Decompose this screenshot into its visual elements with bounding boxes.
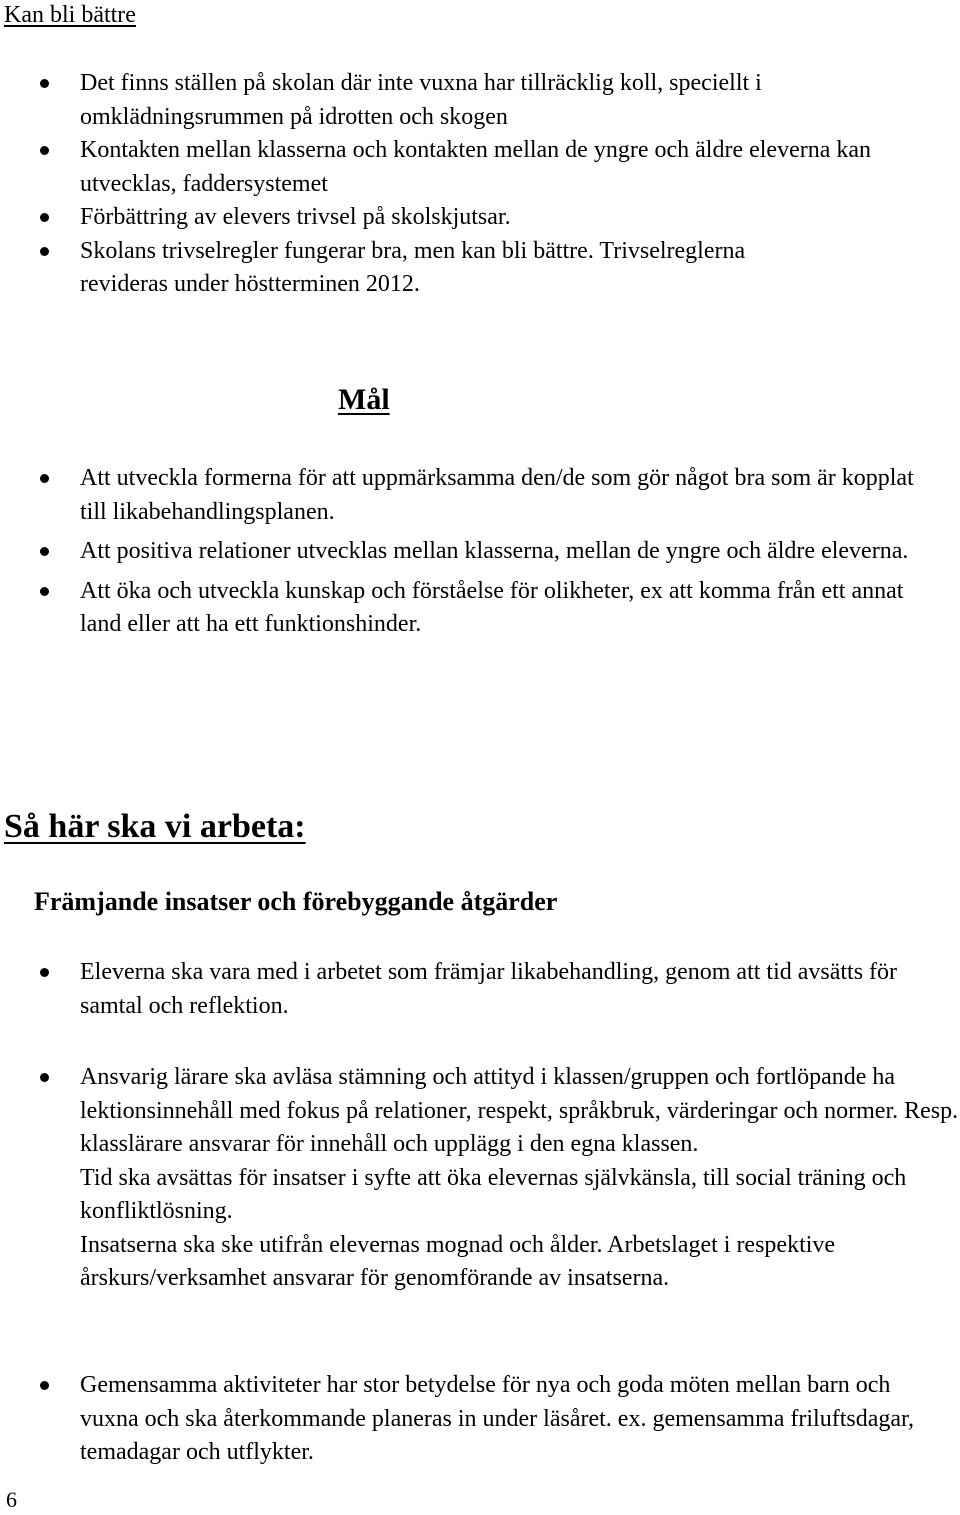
- list-item: [0, 462, 940, 529]
- work-list-3: [0, 1369, 960, 1470]
- work-list-1: [0, 956, 960, 1023]
- list-item: [0, 1061, 960, 1296]
- page-number: 6: [6, 1487, 17, 1512]
- work-subheading: Främjande insatser och förebyggande åtgärder: [34, 887, 558, 916]
- bullet-icon: [40, 79, 49, 88]
- list-item-text: Kontakten mellan klasserna och kontakten mellan de yngre och äldre eleverna kan utvecklas, faddersystemet: [80, 137, 872, 197]
- list-item-text: Förbättring av elevers trivsel på skolskjutsar.: [80, 204, 511, 230]
- work-heading: Så här ska vi arbeta:: [4, 808, 306, 845]
- list-item-text: Eleverna ska vara med i arbetet som främjar likabehandling, genom att tid avsätts för samtal och reflektion.: [80, 959, 898, 1019]
- bullet-icon: [40, 474, 49, 483]
- list-item-text: Gemensamma aktiviteter har stor betydelse för nya och goda möten mellan barn och vuxna och ska återkommande planeras in under läsåret. ex. gemensamma friluftsdagar, temadagar och utflykter.: [80, 1372, 915, 1465]
- section-heading-kan-bli-battre: Kan bli bättre: [4, 2, 136, 28]
- list-item-text: Att öka och utveckla kunskap och förståelse för olikheter, ex att komma från ett annat land eller att ha ett funktionshinder.: [80, 577, 904, 637]
- bullet-icon: [40, 587, 49, 596]
- list-item-text: Att positiva relationer utvecklas mellan klasserna, mellan de yngre och äldre eleverna.: [80, 538, 909, 564]
- improvement-list: [0, 67, 960, 302]
- list-item: [0, 575, 950, 642]
- work-list-2: [0, 1061, 960, 1296]
- bullet-icon: [40, 146, 49, 155]
- goals-list: [0, 462, 960, 642]
- list-item: [0, 134, 900, 201]
- list-item: [0, 201, 960, 235]
- list-item: [0, 1369, 940, 1470]
- list-item: [0, 67, 920, 134]
- bullet-icon: [40, 247, 49, 256]
- bullet-icon: [40, 1381, 49, 1390]
- list-item: [0, 235, 800, 302]
- list-item-text: Det finns ställen på skolan där inte vuxna har tillräcklig koll, speciellt i omklädningsrummen på idrotten och skogen: [80, 70, 762, 130]
- list-item-text: Skolans trivselregler fungerar bra, men kan bli bättre. Trivselreglerna revideras under höstterminen 2012.: [80, 237, 746, 297]
- goals-heading: Mål: [338, 383, 390, 416]
- bullet-icon: [40, 213, 49, 222]
- bullet-icon: [40, 968, 49, 977]
- list-item: [0, 956, 960, 1023]
- paragraph: Insatserna ska ske utifrån elevernas mognad och ålder. Arbetslaget i respektive årskurs/verksamhet ansvarar för genomförande av insatserna.: [80, 1231, 836, 1291]
- list-item-text: Att utveckla formerna för att uppmärksamma den/de som gör något bra som är kopplat till likabehandlingsplanen.: [80, 465, 914, 525]
- paragraph: Ansvarig lärare ska avläsa stämning och attityd i klassen/gruppen och fortlöpande ha lektionsinnehåll med fokus på relationer, respekt, språkbruk, värderingar och normer. Resp. klasslärare ansvarar för innehåll och upplägg i den egna klassen.: [80, 1064, 959, 1157]
- bullet-icon: [40, 1073, 49, 1082]
- bullet-icon: [40, 547, 49, 556]
- list-item: [0, 535, 940, 569]
- paragraph: Tid ska avsättas för insatser i syfte att öka elevernas självkänsla, till social träning och konfliktlösning.: [80, 1164, 907, 1224]
